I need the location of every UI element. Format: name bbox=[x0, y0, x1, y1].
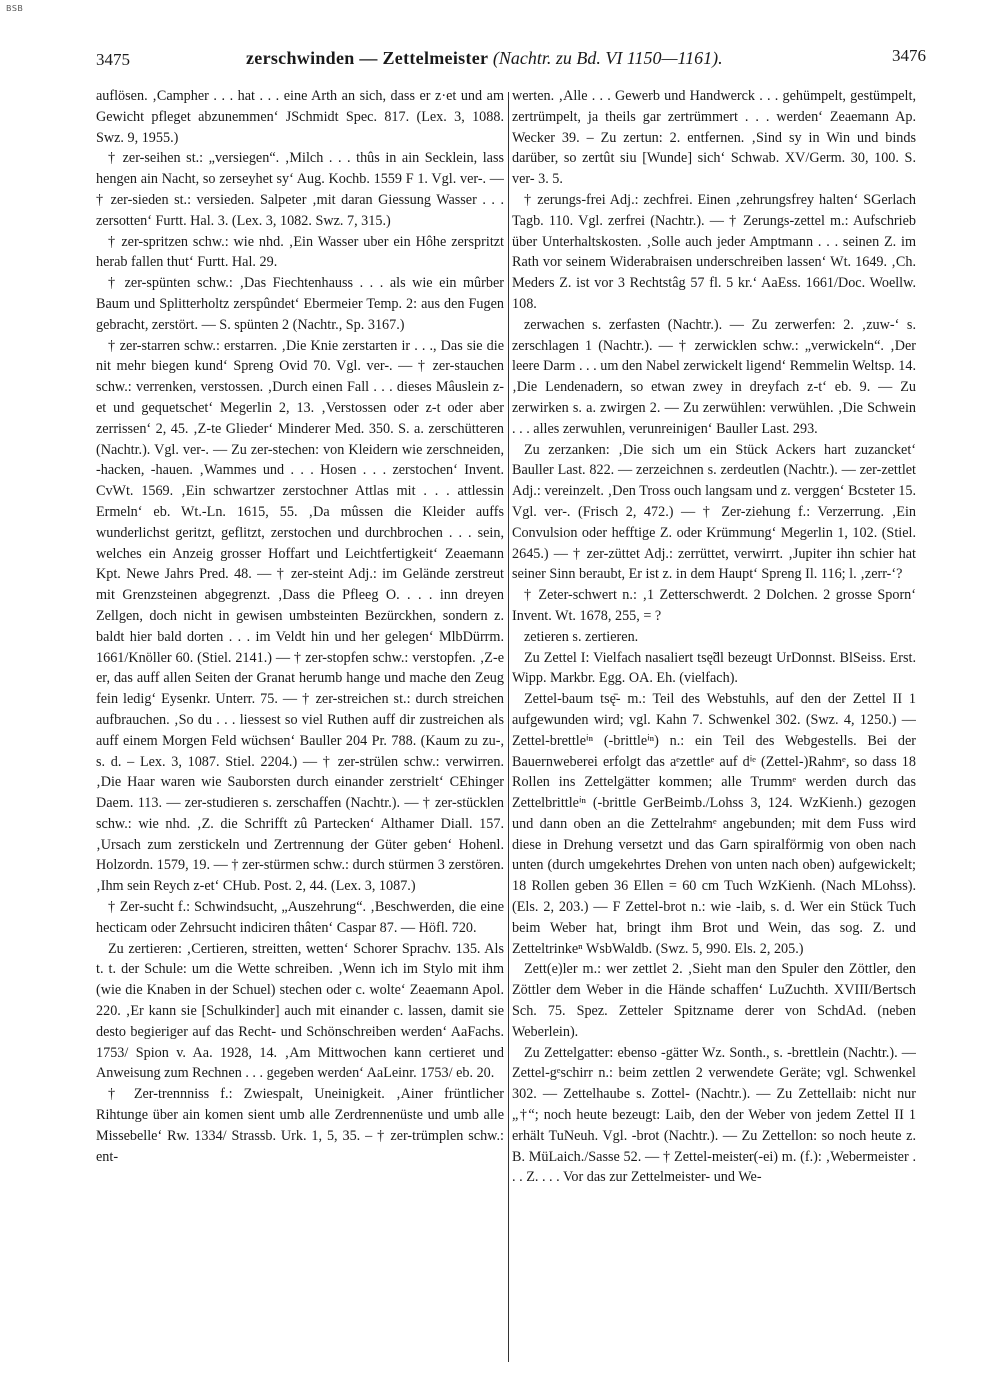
entry-paragraph: † zer-spritzen schw.: wie nhd. ‚Ein Wasser uber ein Hôhe zerspritzt herab fallen thut‘ Furtt. Hal. 29. bbox=[96, 233, 504, 271]
entry-paragraph: Zu Zettelgatter: ebenso -gätter Wz. Sonth., s. -brettlein (Nachtr.). — Zettel-gᵉschirr n.: beim zettlen 2 verwendete Geräte; vgl. Schwenkel 302. — Zettelhaube s. Zottel- (Nachtr.). — Zu Zettellaib: nicht nur „†“; noch heute bezeugt: Laib, den der Weber von jedem Zettel II 1 erhält TuNeuh. Vgl. -brot (Nachtr.). — Zu Zettellon: so noch heute z. B. MüLaich./Sasse 52. — † Zettel-meister(-ei) m. (f.): ‚Webermeister . . . Z. . . . Vor das zur Zettelmeister- und We- bbox=[512, 1044, 916, 1186]
right-column bbox=[512, 86, 916, 1361]
entry-paragraph: † zer-seihen st.: „versiegen“. ‚Milch . . . thûs in ain Secklein, lass hengen ain Nacht, so zerseyhet sy‘ Aug. Kochb. 1559 F 1. Vgl. ver-. — † zer-sieden st.: versieden. Salpeter ‚mit daran Giessung Wasser . . . zersotten‘ Furtt. Hal. 3. (Lex. 3, 1082. Swz. 7, 315.) bbox=[96, 150, 504, 229]
entry-paragraph: Zett(e)ler m.: wer zettlet 2. ‚Sieht man den Spuler den Zöttler, den Zöttler dem Weber in die Hände schaffen‘ LuZuchth. XVIII/Bertsch Sch. 75. Spez. Zetteler Spitzname derer von SchdAd. (neben Weberlein). bbox=[512, 961, 916, 1040]
entry-paragraph: Zu zerzanken: ‚Die sich um ein Stück Ackers hart zuzancket‘ Bauller Last. 822. — zerzeichnen s. zerdeutlen (Nachtr.). — zer-zettlet Adj.: vereinzelt. ‚Den Tross ouch langsam und z. verggen‘ Bcsteter 15. Vgl. ver-. (Frisch 2, 472.) — † Zer-ziehung f.: Verzerrung. ‚Ein Convulsion oder hefftige Z. oder Krümmung‘ Megerlin 1, 102. (Stiel. 2645.) — † zer-züttet Adj.: zerrüttet, verwirrt. ‚Jupiter ihn schier hat seiner Sinn beraubt, Er ist z. in dem Haupt‘ Spreng Il. 116; l. ‚zerr-‘? bbox=[512, 441, 916, 583]
entry-paragraph: † zerungs-frei Adj.: zechfrei. Einen ‚zehrungsfrey halten‘ SGerlach Tagb. 110. Vgl. zerfrei (Nachtr.). — † Zerungs-zettel m.: Aufschrieb über Unterhaltskosten. ‚Solle auch jeder Amptmann . . . seinen Z. im Rath vor seinem Widerabraisen underschreiben lassen‘ Wt. 1649. ‚Ch. Meders Z. ist vor 3 Rechtstâg 57 fl. 5 kr.‘ AaEss. 1661/Doc. Woellw. 108. bbox=[512, 191, 916, 312]
entry-paragraph: † Zer-sucht f.: Schwindsucht, „Auszehrung“. ‚Beschwerden, die eine hecticam oder Zehrsucht indiciren thâten‘ Caspar 87. — Höfl. 720. bbox=[96, 899, 504, 936]
entry-paragraph: † zer-spünten schw.: ‚Das Fiechtenhauss . . . als wie ein mûrber Baum und Splitterholtz zerspûndet‘ Ebermeier Temp. 2: aus den Fugen gebracht, zerstört. — S. spünten 2 (Nachtr., Sp. 3167.) bbox=[96, 275, 504, 333]
entry-paragraph: Zu zertieren: ‚Certieren, streitten, wetten‘ Schorer Sprachv. 135. Als t. t. der Schule: um die Wette schreiben. ‚Wenn ich im Stylo mit ihm (wie die Knaben in der Schuel) stechen oder c. wolte‘ Zeaemann Apol. 220. ‚Er kann sie [Schulkinder] auch mit einander c. lassen, damit sie desto begieriger auf das Recht- und Schönschreiben werden‘ AaFachs. 1753/ Spion v. Aa. 1928, 14. ‚Am Mittwochen kann certieret und Anweisung zum Rechnen . . . gegeben werden‘ AaLeinr. 1753/ eb. 20. bbox=[96, 940, 504, 1082]
page-header bbox=[96, 44, 926, 74]
left-column bbox=[96, 86, 504, 1361]
page-number-left: 3475 bbox=[96, 50, 130, 69]
entry-paragraph: zerwachen s. zerfasten (Nachtr.). — Zu zerwerfen: 2. ‚zuw-‘ s. zerschlagen 1 (Nachtr.). — † zerwicklen schw.: „verwickeln“. ‚Der leere Darm . . . um den Nabel zerwickelt ligend‘ Remmelin Weltsp. 14. ‚Die Lendenadern, so etwan zwey in dreyfach z-t‘ eb. 9. — Zu zerwirken s. a. zwirgen 2. — Zu zerwühlen: verwühlen. ‚Die Schwein . . . alles zerwuhlen, verunreinigen‘ Bauller Last. 293. bbox=[512, 316, 916, 437]
entry-paragraph: † Zeter-schwert n.: ‚1 Zetterschwerdt. 2 Dolchen. 2 grosse Sporn‘ Invent. Wt. 1678, 255, = ? bbox=[512, 587, 916, 624]
headword-range: zerschwinden — Zettelmeister bbox=[246, 48, 489, 68]
entry-paragraph: auflösen. ‚Campher . . . hat . . . eine Arth an sich, dass er z·et und am Gewicht pfleget abzunemmen‘ JSchmidt Spec. 817. (Lex. 3, 1088. Swz. 9, 1955.) bbox=[96, 88, 504, 146]
entry-paragraph: werten. ‚Alle . . . Gewerb und Handwerck . . . gehümpelt, gestümpelt, zertrümpelt, ja theils gar zertrümmert . . . werden‘ Zeaemann Ap. Wecker 39. – Zu zertun: 2. entfernen. ‚Sind sy in Win und binds darüber, so zertût siu [Wunde] sich‘ Schwab. XV/Germ. 30, 100. S. ver- 3. 5. bbox=[512, 88, 916, 188]
running-head-note: (Nachtr. zu Bd. VI 1150—1161). bbox=[492, 48, 723, 68]
entry-paragraph: Zettel-baum tsę̄- m.: Teil des Webstuhls, auf den der Zettel II 1 aufgewunden wird; vgl. Kahn 7. Schwenkel 302. (Swz. 4, 1250.) — Zettel-brettleⁱⁿ (-brittleⁱⁿ) n.: ein Teil des Webgestells. Bei der Bauernweberei erfolgt das aᵉzettleᵉ auf dⁱᵉ (Zettel-)Rahmᵉ, so dass 18 Rollen ins Zettelgätter kommen; alle Trummᵉ werden durch das Zettelbrittleⁱⁿ (-brittle GerBeimb./Lohss 3, 124. WzKienh.) gezogen und dann oben an die Zettelrahmᵉ angebunden; mit dem Fuss wird diese in Drehung versetzt und das Garn spiralförmig von oben nach unten (durch umgekehrtes Drehen von unten nach oben) aufgewickelt; 18 Rollen geben 36 Ellen = 60 cm Tuch WzKienh. (Nach MLohss). (Els. 2, 203.) — F Zettel-brot n.: wie -laib, s. d. Wer ein Stück Tuch beim Weber hat, bringt ihm Brot und Wein, das sog. Z. und Zetteltrinkeⁿ WsbWaldb. (Swz. 5, 990. Els. 2, 205.) bbox=[512, 691, 916, 957]
column-divider bbox=[508, 92, 509, 1362]
entry-paragraph: † zer-starren schw.: erstarren. ‚Die Knie zerstarten ir . . ., Das sie die nit mehr biegen kund‘ Spreng Ovid 70. Vgl. ver-. — † zer-stauchen schw.: verrenken, verstossen. ‚Durch einen Fall . . . dieses Mâuslein z-et und gequetschet‘ Megerlin 2, 13. ‚Verstossen oder z-t oder aber zerrissen‘ 2, 45. ‚Z-te Glieder‘ Minderer Med. 350. S. a. zerschütteren (Nachtr.). Vgl. ver-. — Zu zer-stechen: von Kleidern wie zerschneiden, -hacken, -hauen. ‚Wammes und . . . Hosen . . . zerstochen‘ Invent. CvWt. 1569. ‚Ein schwartzer zerstochner Attlas mit . . . attlessin Ermeln‘ eb. Wt.-Ln. 1615, 55. ‚Da mûssen die Kleider auffs wunderlichst geritzt, geflitzt, zerstochen und durchbrochen . . . sein, welches ein Anzeig grosser Hoffart und Leichtfertigkeit‘ Zeaemann Kpt. Newe Jahrs Pred. 48. — † zer-steint Adj.: im Gelände zerstreut mit Grenzsteinen abgegrenzt. ‚Dass die Pfleeg O. . . . inn dreyen Zellgen, doch nicht in gewisen umbsteinten Bezürckhen, sondern z. baldt hier bald dorten . . . im Veldt hin und her gelegen‘ MlbDürrm. 1661/Knöller 60. (Stiel. 2141.) — † zer-stopfen schw.: verstopfen. ‚Z-e er, das auff allen Seiten der Granat herumb hange und mache den Zeug fein ledig‘ Eysenkr. Unterr. 75. — † zer-streichen st.: durch streichen aufbrauchen. ‚So du . . . liessest so viel Ruthen auff dir zustreichen als auff einem Morgen Feld wüchsen‘ Bauller 204 Pr. 788. (Kaum zu zu-, s. d. – Lex. 3, 1087. Stiel. 2204.) — † zer-strülen schw.: verwirren. ‚Die Haar waren wie Sauborsten durch einander zerstrielt‘ CEhinger Daem. 113. — zer-studieren s. zerschaffen (Nachtr.). — † zer-stücklen schw.: wie nhd. ‚Z. die Schrifft zû Partecken‘ Althamer Diall. 157. ‚Ursach zum zerstickeln und Zertrennung der Güter geben‘ Hohenl. Holzordn. 1579, 19. — † zer-stürmen schw.: durch stürmen 3 zerstören. ‚Ihm sein Reych z-et‘ CHub. Post. 2, 44. (Lex. 3, 1087.) bbox=[96, 337, 504, 895]
running-head bbox=[246, 48, 723, 69]
entry-paragraph: † Zer-trennniss f.: Zwiespalt, Uneinigkeit. ‚Ainer früntlicher Rihtunge über ain komen sient umb alle Zerdrennenüste und umb alle Missebelle‘ Rw. 1334/ Strassb. Urk. 1, 5, 35. – † zer-trümplen schw.: ent- bbox=[96, 1086, 504, 1165]
library-stamp: BSB bbox=[6, 4, 24, 13]
entry-paragraph: zetieren s. zertieren. bbox=[524, 628, 639, 645]
page-number-right: 3476 bbox=[892, 46, 926, 65]
entry-paragraph: Zu Zettel I: Vielfach nasaliert tsę̃dl bezeugt UrDonnst. BlSeiss. Erst. Wipp. Markbr. Egg. OA. Eh. (vielfach). bbox=[512, 649, 916, 687]
